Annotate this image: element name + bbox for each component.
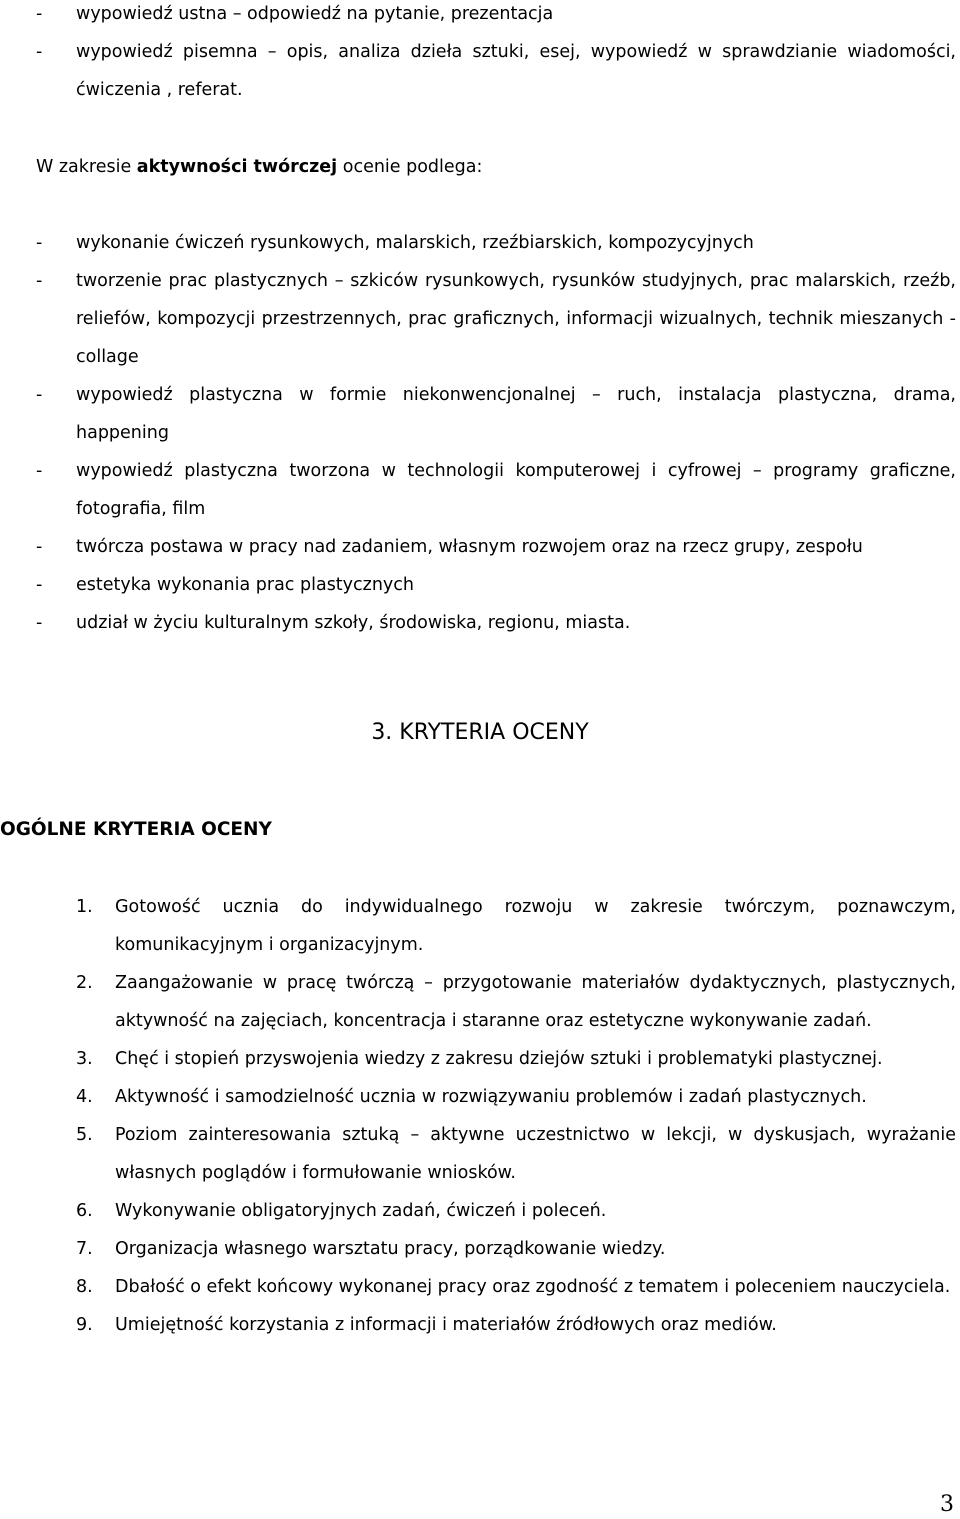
criteria-number: 7. [76,1239,93,1259]
section-title: 3. KRYTERIA OCENY [371,720,589,745]
criteria-number: 9. [76,1315,93,1335]
list-bullet: - [36,42,43,62]
list-bullet: - [36,233,43,253]
list-item-text: estetyka wykonania prac plastycznych [76,575,414,595]
criteria-number: 5. [76,1125,93,1145]
list-bullet: - [36,537,43,557]
list-item-text: tworzenie prac plastycznych – szkiców rysunkowych, rysunków studyjnych, prac malarskich, rzeźb, reliefów, kompozycji przestrzennych, prac graficznych, informacji wizualnych, technik mieszanych - collage [76,271,956,367]
list-item [36,262,956,376]
criteria-list [76,888,956,1344]
list-item-text: twórcza postawa w pracy nad zadaniem, własnym rozwojem oraz na rzecz grupy, zespołu [76,537,863,557]
criteria-text: Organizacja własnego warsztatu pracy, porządkowanie wiedzy. [115,1239,666,1259]
list-item [36,224,956,262]
criteria-item [76,1040,956,1078]
criteria-number: 1. [76,897,93,917]
list-item-text: wypowiedź plastyczna w formie niekonwencjonalnej – ruch, instalacja plastyczna, drama, happening [76,385,956,443]
criteria-text: Umiejętność korzystania z informacji i materiałów źródłowych oraz mediów. [115,1315,777,1335]
criteria-number: 2. [76,973,93,993]
list-item [36,604,956,642]
list-bullet: - [36,461,43,481]
list-item [36,566,956,604]
criteria-item [76,1192,956,1230]
list-item [36,0,956,33]
list-item-text: udział w życiu kulturalnym szkoły, środowiska, regionu, miasta. [76,613,631,633]
creative-activity-intro [36,148,956,186]
criteria-text: Dbałość o efekt końcowy wykonanej pracy oraz zgodność z tematem i poleceniem nauczyciela. [115,1277,951,1297]
list-bullet: - [36,385,43,405]
criteria-number: 4. [76,1087,93,1107]
criteria-number: 6. [76,1201,93,1221]
criteria-number: 8. [76,1277,93,1297]
criteria-text: Poziom zainteresowania sztuką – aktywne uczestnictwo w lekcji, w dyskusjach, wyrażanie własnych poglądów i formułowanie wniosków. [115,1125,956,1183]
list-item-text: wykonanie ćwiczeń rysunkowych, malarskich, rzeźbiarskich, kompozycyjnych [76,233,754,253]
list-item-text: wypowiedź plastyczna tworzona w technologii komputerowej i cyfrowej – programy graficzne, fotografia, film [76,461,956,519]
criteria-item [76,888,956,964]
criteria-item [76,1116,956,1192]
criteria-item [76,1306,956,1344]
list-bullet: - [36,271,43,291]
criteria-item [76,1268,956,1306]
list-item-text: wypowiedź ustna – odpowiedź na pytanie, prezentacja [76,4,554,24]
list-item [36,528,956,566]
criteria-text: Gotowość ucznia do indywidualnego rozwoju w zakresie twórczym, poznawczym, komunikacyjnym i organizacyjnym. [115,897,956,955]
criteria-text: Wykonywanie obligatoryjnych zadań, ćwiczeń i poleceń. [115,1201,607,1221]
list-item [36,452,956,528]
list-bullet: - [36,613,43,633]
intro-text-end: ocenie podlega: [337,157,483,177]
creative-activity-list [36,224,956,642]
subheading: OGÓLNE KRYTERIA OCENY [0,819,272,840]
page-number: 3 [940,1492,954,1517]
list-bullet: - [36,575,43,595]
criteria-text: Aktywność i samodzielność ucznia w rozwiązywaniu problemów i zadań plastycznych. [115,1087,867,1107]
criteria-number: 3. [76,1049,93,1069]
list-item-text: wypowiedź pisemna – opis, analiza dzieła sztuki, esej, wypowiedź w sprawdzianie wiadomości, ćwiczenia , referat. [76,42,956,100]
list-bullet: - [36,4,43,24]
list-item [36,376,956,452]
criteria-item [76,1230,956,1268]
criteria-text: Chęć i stopień przyswojenia wiedzy z zakresu dziejów sztuki i problematyki plastycznej. [115,1049,883,1069]
intro-text-start: W zakresie [36,157,137,177]
criteria-item [76,1078,956,1116]
criteria-text: Zaangażowanie w pracę twórczą – przygotowanie materiałów dydaktycznych, plastycznych, aktywność na zajęciach, koncentracja i staranne oraz estetyczne wykonywanie zadań. [115,973,956,1031]
criteria-item [76,964,956,1040]
intro-text-bold: aktywności twórczej [136,157,338,177]
list-item [36,33,956,109]
assessment-forms-list [36,0,956,109]
